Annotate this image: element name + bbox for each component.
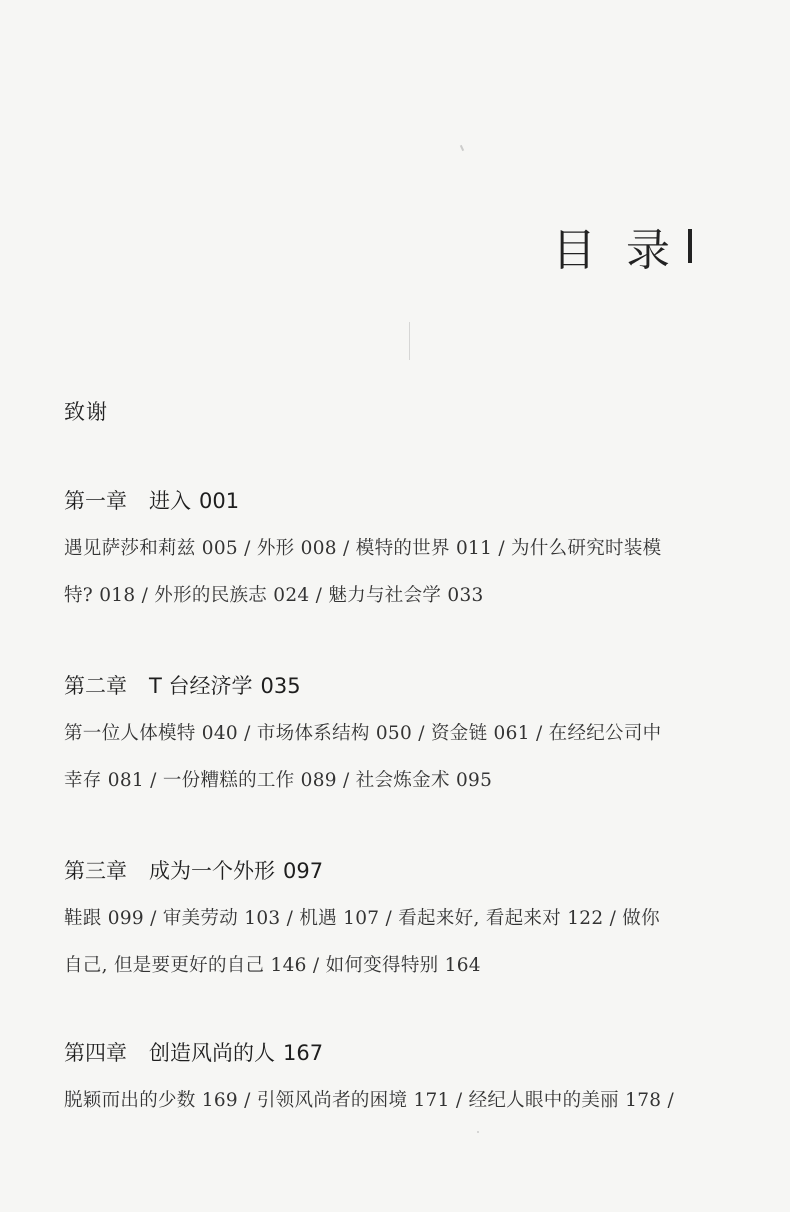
scan-speck	[477, 1131, 479, 1133]
section-line: 鞋跟 099 / 审美劳动 103 / 机遇 107 / 看起来好, 看起来对 122 / 做你	[64, 908, 660, 929]
toc-heading-char-2: 录	[626, 225, 670, 276]
chapter-heading	[64, 1038, 726, 1068]
chapter-name: 成为一个外形	[149, 859, 275, 883]
chapter-page: 001	[199, 489, 240, 513]
toc-heading	[552, 214, 692, 278]
scan-speck	[409, 322, 410, 360]
toc-heading-char-1: 目	[552, 225, 596, 276]
chapter-name: 创造风尚的人	[149, 1041, 275, 1065]
section-list	[64, 905, 726, 979]
chapter-number: 第二章	[64, 674, 127, 698]
section-line: 特? 018 / 外形的民族志 024 / 魅力与社会学 033	[64, 585, 484, 606]
section-list	[64, 535, 726, 609]
scan-speck	[460, 145, 464, 151]
chapter-number: 第四章	[64, 1041, 127, 1065]
chapter-name: 进入	[149, 489, 191, 513]
chapter-heading	[64, 671, 726, 701]
chapter-entry	[64, 671, 726, 794]
chapter-page: 035	[260, 674, 301, 698]
chapter-number: 第三章	[64, 859, 127, 883]
section-line: 幸存 081 / 一份糟糕的工作 089 / 社会炼金术 095	[64, 770, 493, 791]
chapter-heading	[64, 856, 726, 886]
chapter-entry	[64, 1038, 726, 1114]
section-line: 第一位人体模特 040 / 市场体系结构 050 / 资金链 061 / 在经纪公司中	[64, 723, 662, 744]
section-line: 自己, 但是要更好的自己 146 / 如何变得特别 164	[64, 955, 481, 976]
section-list	[64, 1087, 726, 1114]
chapter-name: T 台经济学	[149, 674, 253, 698]
section-list	[64, 720, 726, 794]
section-line: 遇见萨莎和莉兹 005 / 外形 008 / 模特的世界 011 / 为什么研究时装模	[64, 538, 662, 559]
chapter-entry	[64, 856, 726, 979]
acknowledgements-entry: 致谢	[64, 400, 108, 424]
chapter-page: 167	[283, 1041, 324, 1065]
chapter-number: 第一章	[64, 489, 127, 513]
chapter-heading	[64, 486, 726, 516]
heading-vertical-bar	[688, 229, 692, 263]
section-line: 脱颖而出的少数 169 / 引领风尚者的困境 171 / 经纪人眼中的美丽 178 /	[64, 1090, 675, 1111]
chapter-page: 097	[283, 859, 324, 883]
chapter-entry	[64, 486, 726, 609]
